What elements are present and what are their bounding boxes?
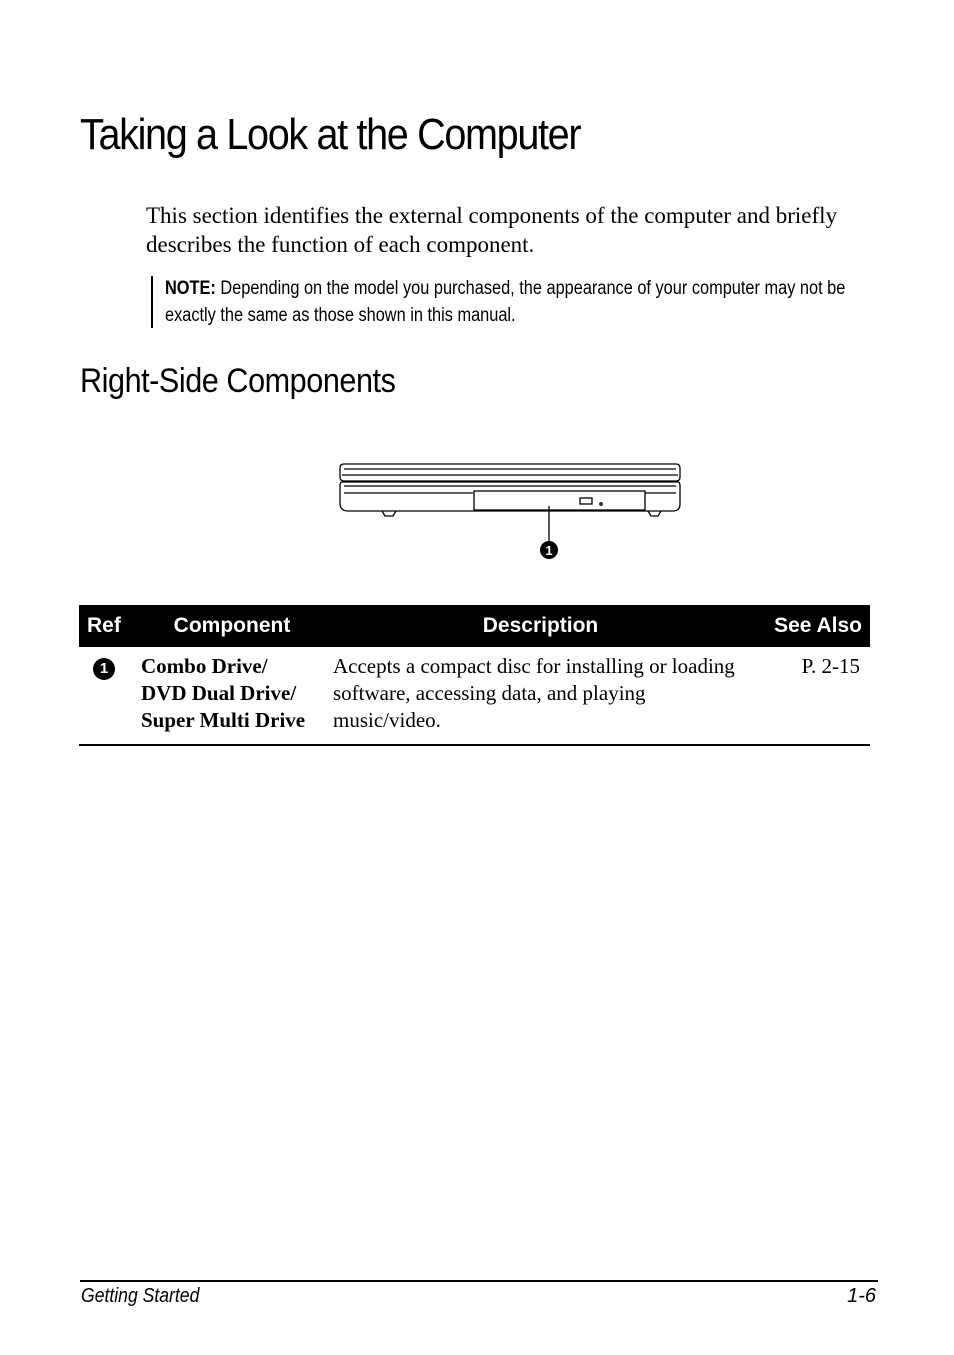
laptop-lid <box>340 464 680 481</box>
ref-badge: 1 <box>93 658 115 680</box>
table-header-row <box>79 605 870 647</box>
component-description: Accepts a compact disc for installing or loading software, accessing data, and playing music/video. <box>333 654 735 732</box>
optical-drive <box>474 491 645 510</box>
drive-led <box>600 503 602 505</box>
header-see-also: See Also <box>774 614 862 637</box>
note-label: NOTE: <box>165 278 216 299</box>
see-also-reference: P. 2-15 <box>801 654 860 678</box>
intro-paragraph: This section identifies the external components of the computer and briefly describes the function of each component. <box>146 203 838 257</box>
page-title: Taking a Look at the Computer <box>80 110 581 159</box>
note-text <box>165 275 879 329</box>
footer-chapter: Getting Started <box>81 1285 200 1307</box>
header-description: Description <box>482 614 599 637</box>
header-component: Component <box>173 614 291 637</box>
table-row <box>79 647 870 745</box>
components-table <box>79 605 870 746</box>
drive-eject-button <box>580 498 592 504</box>
component-name: Combo Drive/ DVD Dual Drive/ Super Multi Drive <box>141 654 306 732</box>
laptop-right-side-illustration <box>330 455 690 570</box>
header-ref: Ref <box>87 614 121 637</box>
ref-cell <box>79 647 139 745</box>
footer-rule <box>80 1280 878 1282</box>
section-title: Right-Side Components <box>80 362 396 400</box>
callout-label: 1 <box>545 543 553 558</box>
note-box <box>151 276 886 328</box>
footer-page-number: 1-6 <box>847 1285 876 1307</box>
note-body: Depending on the model you purchased, the appearance of your computer may not be exactly the same as those shown in this manual. <box>165 278 846 326</box>
